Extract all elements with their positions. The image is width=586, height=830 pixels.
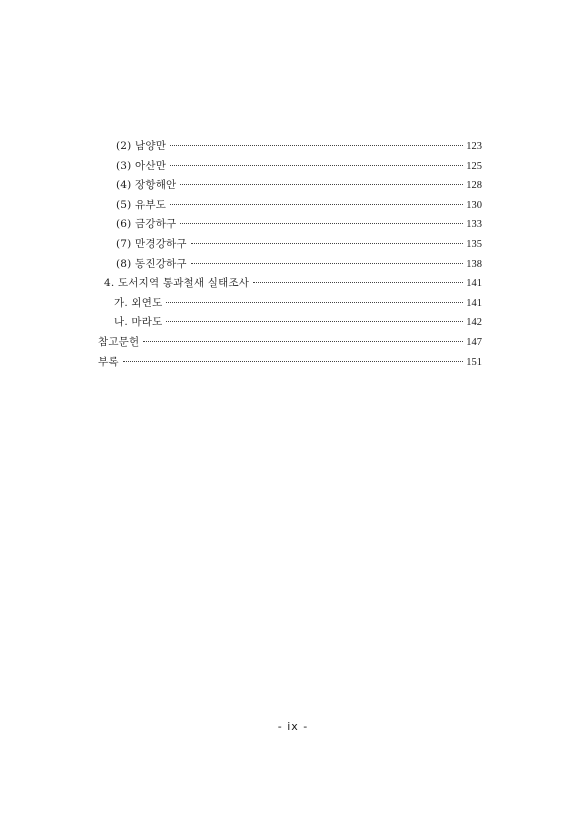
- toc-dot-leader: [253, 282, 463, 283]
- toc-dot-leader: [191, 263, 464, 264]
- toc-dot-leader: [180, 223, 463, 224]
- toc-entry-label: (4) 장항해안: [116, 179, 177, 192]
- toc-entry-page: 133: [466, 219, 482, 231]
- toc-dot-leader: [166, 321, 463, 322]
- toc-entry[interactable]: [98, 196, 482, 216]
- toc-dot-leader: [166, 302, 463, 303]
- toc-entry[interactable]: [98, 235, 482, 255]
- toc-dot-leader: [143, 341, 463, 342]
- toc-entry-label: (6) 금강하구: [116, 218, 177, 231]
- toc-entry[interactable]: [98, 215, 482, 235]
- page-number-footer: - ix -: [277, 720, 309, 733]
- toc-entry-page: 147: [466, 336, 482, 348]
- toc-entry[interactable]: [98, 313, 482, 333]
- toc-dot-leader: [170, 165, 463, 166]
- toc-entry-page: 125: [466, 160, 482, 172]
- toc-entry-label: (7) 만경강하구: [116, 237, 187, 250]
- toc-entry-page: 141: [466, 297, 482, 309]
- toc-entry-label: (2) 남양만: [116, 140, 167, 152]
- toc-entry-page: 135: [466, 238, 482, 250]
- toc-entry-label: 가. 외연도: [114, 296, 163, 309]
- toc-entry[interactable]: [98, 137, 482, 157]
- toc-dot-leader: [180, 184, 463, 185]
- toc-entry-page: 151: [466, 356, 482, 368]
- toc-entry[interactable]: [98, 274, 482, 294]
- toc-entry-page: 141: [466, 278, 482, 290]
- toc-dot-leader: [170, 145, 463, 146]
- table-of-contents: [98, 137, 482, 372]
- toc-entry-label: 참고문헌: [98, 335, 140, 348]
- toc-entry-label: (5) 유부도: [116, 198, 167, 211]
- toc-entry[interactable]: [98, 333, 482, 353]
- toc-entry-label: 나. 마라도: [114, 316, 163, 329]
- toc-dot-leader: [123, 361, 464, 362]
- toc-entry-page: 142: [466, 317, 482, 329]
- toc-entry[interactable]: [98, 157, 482, 177]
- toc-entry[interactable]: [98, 294, 482, 314]
- toc-entry-label: 4. 도서지역 통과철새 실태조사: [104, 277, 250, 290]
- toc-dot-leader: [170, 204, 463, 205]
- toc-entry-label: (8) 동진강하구: [116, 257, 187, 270]
- toc-entry[interactable]: [98, 176, 482, 196]
- toc-entry-page: 128: [466, 180, 482, 192]
- toc-entry-label: (3) 아산만: [116, 159, 167, 172]
- toc-entry-label: 부록: [98, 355, 119, 368]
- toc-entry-page: 130: [466, 199, 482, 211]
- toc-entry[interactable]: [98, 255, 482, 275]
- toc-entry-page: 138: [466, 258, 482, 270]
- toc-entry-page: 123: [466, 141, 482, 152]
- toc-dot-leader: [191, 243, 464, 244]
- toc-entry[interactable]: [98, 353, 482, 373]
